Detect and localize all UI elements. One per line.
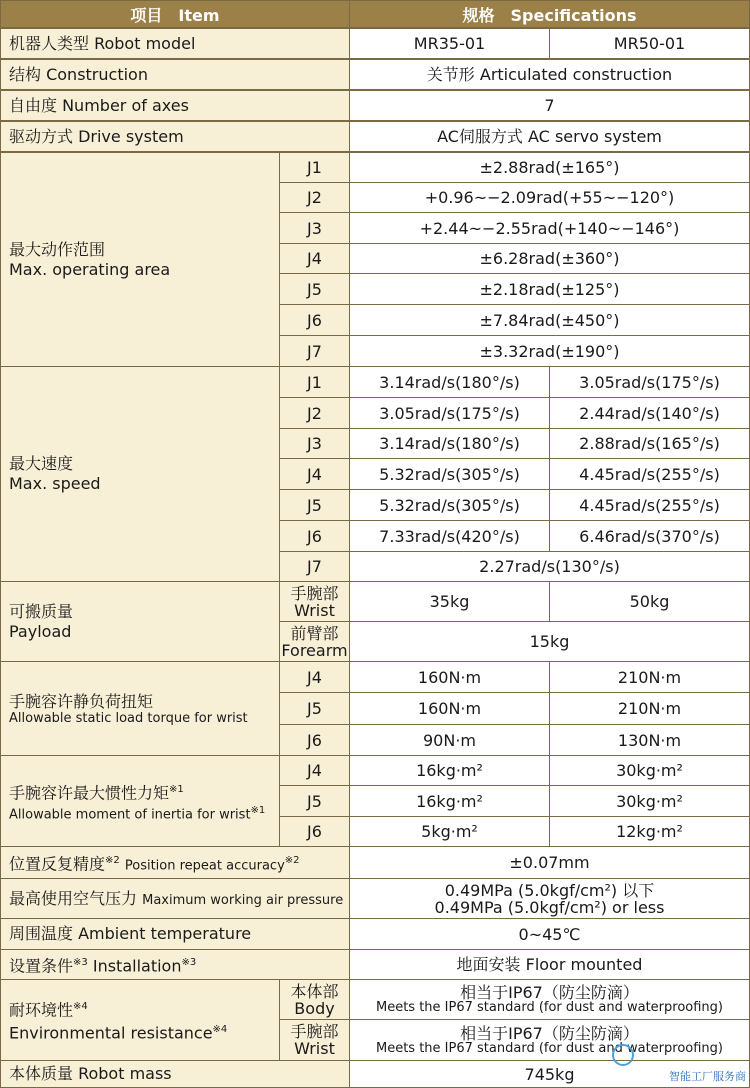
axes-value: 7	[349, 90, 750, 121]
watermark-text: 智能工厂服务商	[669, 1070, 746, 1083]
axes-label-text: 自由度 Number of axes	[9, 95, 189, 115]
drive-label-text: 驱动方式 Drive system	[9, 126, 184, 146]
inertia-joint: J6	[279, 816, 350, 847]
environment-note: ※4	[73, 1000, 88, 1012]
operating-value: ±6.28rad(±360°)	[349, 243, 750, 274]
speed-mr35: 3.05rad/s(175°/s)	[349, 397, 550, 429]
robot-model-label-text: 机器人类型 Robot model	[9, 33, 196, 53]
speed-mr50: 4.45rad/s(255°/s)	[549, 489, 750, 521]
environment-wrist-label	[279, 1019, 350, 1061]
axes-label	[0, 90, 350, 121]
repeat-label	[0, 846, 350, 879]
environment-label	[0, 979, 280, 1061]
torque-joint: J5	[279, 692, 350, 725]
inertia-mr50: 30kg·m²	[549, 785, 750, 817]
speed-joint: J1	[279, 366, 350, 398]
model-mr35: MR35-01	[349, 28, 550, 59]
operating-joint: J3	[279, 212, 350, 244]
operating-value: ±3.32rad(±190°)	[349, 335, 750, 367]
air-value	[349, 878, 750, 919]
speed-joint: J4	[279, 458, 350, 490]
header-specifications: 规格 Specifications	[349, 0, 750, 28]
speed-joint: J2	[279, 397, 350, 429]
inertia-note-en: ※1	[250, 804, 266, 816]
temperature-label-text: 周围温度 Ambient temperature	[9, 924, 252, 943]
operating-value: ±2.18rad(±125°)	[349, 273, 750, 305]
operating-value: ±2.88rad(±165°)	[349, 152, 750, 183]
operating-joint: J2	[279, 182, 350, 213]
inertia-joint: J5	[279, 785, 350, 817]
repeat-label-en: Position repeat accuracy	[124, 858, 285, 874]
payload-wrist-label	[279, 581, 350, 622]
speed-label	[0, 366, 280, 582]
operating-value: +0.96~−2.09rad(+55~−120°)	[349, 182, 750, 213]
environment-wrist-value-en: Meets the IP67 standard (for dust and waterproofing)	[376, 1040, 723, 1056]
speed-mr50: 4.45rad/s(255°/s)	[549, 458, 750, 490]
speed-label-cn: 最大速度	[9, 454, 74, 473]
air-value-en: 0.49MPa (5.0kgf/cm²) or less	[434, 897, 665, 917]
environment-wrist-en: Wrist	[294, 1039, 335, 1058]
torque-mr35: 90N·m	[349, 724, 550, 756]
environment-label-en: Environmental resistance	[9, 1023, 213, 1043]
inertia-mr50: 12kg·m²	[549, 816, 750, 847]
construction-value: 关节形 Articulated construction	[349, 59, 750, 90]
watermark-logo-icon	[612, 1044, 634, 1066]
environment-wrist-cn: 手腕部	[290, 1022, 339, 1041]
speed-joint: J6	[279, 520, 350, 552]
payload-forearm-en: Forearm	[281, 640, 348, 660]
payload-forearm-cn: 前臂部	[290, 623, 339, 643]
speed-mr50: 6.46rad/s(370°/s)	[549, 520, 750, 552]
inertia-label-en: Allowable moment of inertia for wrist	[9, 806, 251, 822]
speed-joint: J3	[279, 428, 350, 459]
model-mr50: MR50-01	[549, 28, 750, 59]
inertia-mr35: 16kg·m²	[349, 755, 550, 786]
speed-mr50: 2.88rad/s(165°/s)	[549, 428, 750, 459]
payload-wrist-cn: 手腕部	[290, 583, 339, 603]
payload-wrist-mr35: 35kg	[349, 581, 550, 622]
environment-body-cn: 本体部	[290, 981, 339, 1001]
payload-wrist-en: Wrist	[294, 600, 335, 620]
repeat-label-cn: 位置反复精度	[9, 854, 106, 874]
speed-mr35: 7.33rad/s(420°/s)	[349, 520, 550, 552]
payload-forearm-label	[279, 621, 350, 662]
inertia-label	[0, 755, 280, 847]
inertia-mr50: 30kg·m²	[549, 755, 750, 786]
operating-value: +2.44~−2.55rad(+140~−146°)	[349, 212, 750, 244]
air-label-cn: 最高使用空气压力	[9, 888, 138, 908]
construction-label-text: 结构 Construction	[9, 64, 148, 84]
drive-value: AC伺服方式 AC servo system	[349, 121, 750, 152]
operating-area-label	[0, 152, 280, 367]
robot-model-label	[0, 28, 350, 59]
repeat-note: ※2	[105, 854, 120, 866]
temperature-value: 0~45℃	[349, 918, 750, 950]
environment-label-cn: 耐环境性	[9, 1000, 74, 1019]
repeat-value: ±0.07mm	[349, 846, 750, 879]
torque-label	[0, 661, 280, 756]
environment-body-label	[279, 979, 350, 1020]
speed-mr35: 3.14rad/s(180°/s)	[349, 366, 550, 398]
torque-mr35: 160N·m	[349, 661, 550, 693]
payload-label-cn: 可搬质量	[9, 601, 74, 621]
temperature-label	[0, 918, 350, 950]
inertia-mr35: 16kg·m²	[349, 785, 550, 817]
speed-mr35: 3.14rad/s(180°/s)	[349, 428, 550, 459]
operating-area-label-en: Max. operating area	[9, 259, 171, 279]
environment-body-value-en: Meets the IP67 standard (for dust and waterproofing)	[376, 1000, 723, 1015]
speed-mr50: 2.44rad/s(140°/s)	[549, 397, 750, 429]
payload-wrist-mr50: 50kg	[549, 581, 750, 622]
operating-joint: J5	[279, 273, 350, 305]
torque-label-cn: 手腕容许静负荷扭矩	[9, 691, 154, 711]
speed-joint: J7	[279, 551, 350, 582]
operating-joint: J4	[279, 243, 350, 274]
speed-j7-value: 2.27rad/s(130°/s)	[349, 551, 750, 582]
mass-value: 745kg	[349, 1060, 750, 1088]
operating-joint: J6	[279, 304, 350, 336]
speed-label-en: Max. speed	[9, 474, 101, 493]
environment-body-value	[349, 979, 750, 1020]
torque-joint: J4	[279, 661, 350, 693]
speed-mr50: 3.05rad/s(175°/s)	[549, 366, 750, 398]
installation-value: 地面安装 Floor mounted	[349, 949, 750, 980]
speed-mr35: 5.32rad/s(305°/s)	[349, 489, 550, 521]
operating-joint: J7	[279, 335, 350, 367]
payload-label	[0, 581, 280, 662]
torque-mr35: 160N·m	[349, 692, 550, 725]
repeat-note-en: ※2	[284, 854, 300, 866]
speed-mr35: 5.32rad/s(305°/s)	[349, 458, 550, 490]
operating-area-label-cn: 最大动作范围	[9, 239, 106, 259]
drive-label	[0, 121, 350, 152]
inertia-note: ※1	[169, 784, 184, 796]
environment-body-en: Body	[294, 998, 335, 1018]
speed-joint: J5	[279, 489, 350, 521]
inertia-label-cn: 手腕容许最大惯性力矩	[9, 783, 170, 803]
payload-forearm-value: 15kg	[349, 621, 750, 662]
environment-note-en: ※4	[212, 1024, 228, 1035]
inertia-joint: J4	[279, 755, 350, 786]
watermark	[606, 1040, 750, 1086]
construction-label	[0, 59, 350, 90]
torque-joint: J6	[279, 724, 350, 756]
torque-mr50: 210N·m	[549, 661, 750, 693]
installation-note: ※3	[73, 956, 88, 968]
torque-mr50: 210N·m	[549, 692, 750, 725]
mass-label-text: 本体质量 Robot mass	[9, 1064, 172, 1083]
air-label-en: Maximum working air pressure	[142, 892, 344, 908]
environment-body-value-cn: 相当于IP67（防尘防滴）	[460, 983, 639, 1002]
torque-mr50: 130N·m	[549, 724, 750, 756]
installation-label-en: Installation	[92, 956, 182, 976]
operating-value: ±7.84rad(±450°)	[349, 304, 750, 336]
installation-label	[0, 949, 350, 980]
air-value-cn: 0.49MPa (5.0kgf/cm²) 以下	[444, 880, 655, 900]
mass-label	[0, 1060, 350, 1088]
installation-label-cn: 设置条件	[9, 956, 74, 976]
inertia-mr35: 5kg·m²	[349, 816, 550, 847]
environment-wrist-value-cn: 相当于IP67（防尘防滴）	[460, 1023, 639, 1043]
torque-label-en: Allowable static load torque for wrist	[9, 710, 248, 726]
air-label	[0, 878, 350, 919]
operating-joint: J1	[279, 152, 350, 183]
installation-note-en: ※3	[181, 956, 197, 968]
payload-label-en: Payload	[9, 621, 72, 641]
header-item: 项目 Item	[0, 0, 350, 28]
